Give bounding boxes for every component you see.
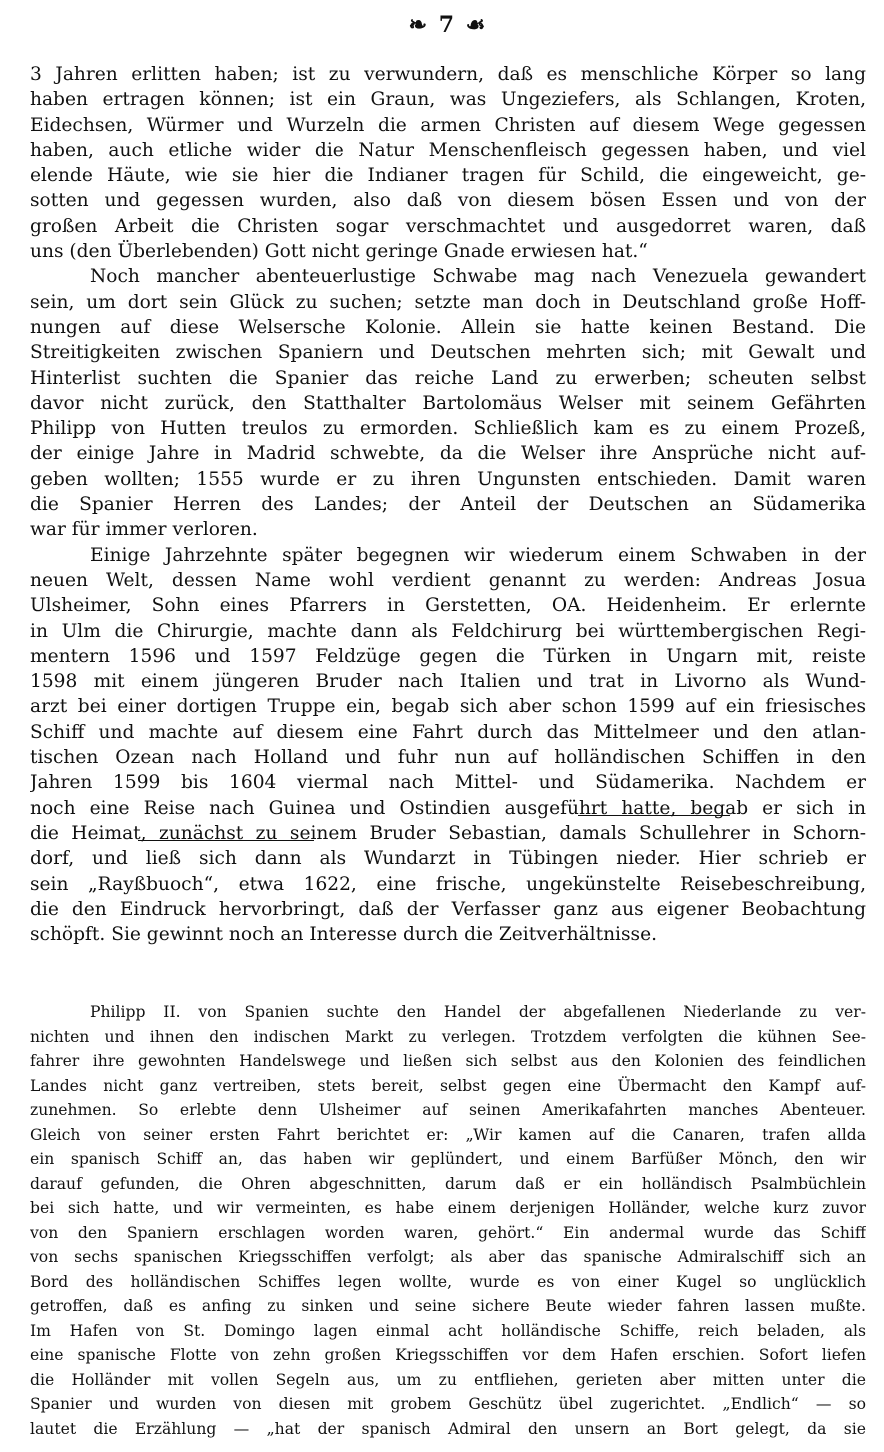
text-line: 1598 mit einem jüngeren Bruder nach Italien und trat in Livorno als Wund- [30, 671, 866, 693]
text-line: von den Spaniern erschlagen worden waren, gehört.“ Ein andermal wurde das Schiff [30, 1223, 866, 1242]
text-line: lautet die Erzählung — „hat der spanisch Admiral den unsern an Bort gelegt, da sie [30, 1419, 866, 1438]
book-page [30, 0, 866, 1452]
text-line: neuen Welt, dessen Name wohl verdient genannt zu werden: Andreas Josua [30, 569, 866, 591]
text-line: Ulsheimer, Sohn eines Pfarrers in Gerstetten, OA. Heidenheim. Er erlernte [30, 595, 866, 617]
text-line: haben ertragen können; ist ein Graun, was Ungeziefers, als Schlangen, Kroten, [30, 89, 866, 111]
text-line: Im Hafen von St. Domingo lagen einmal acht holländische Schiffe, reich beladen, als [30, 1321, 866, 1340]
text-line: sein, um dort sein Glück zu suchen; setzte man doch in Deutschland große Hoff- [30, 291, 866, 313]
text-line: Eidechsen, Würmer und Wurzeln die armen Christen auf diesem Wege gegessen [30, 114, 866, 136]
text-line: geben wollten; 1555 wurde er zu ihren Ungunsten entschieden. Damit waren [30, 468, 866, 490]
paragraph-first-line: Philipp II. von Spanien suchte den Handel der abgefallenen Niederlande zu ver- [90, 1003, 866, 1021]
text-line: fahrer ihre gewohnten Handelswege und ließen sich selbst aus den Kolonien des feindlichen [30, 1052, 866, 1070]
text-line: tischen Ozean nach Holland und fuhr nun auf holländischen Schiffen in den [30, 747, 866, 769]
text-line: großen Arbeit die Christen sogar verschmachtet und ausgedorret waren, daß [30, 215, 866, 237]
text-line: arzt bei einer dortigen Truppe ein, begab sich aber schon 1599 auf ein friesisches [30, 696, 866, 718]
text-line: 3 Jahren erlitten haben; ist zu verwundern, daß es menschliche Körper so lang [30, 64, 866, 85]
text-line: Philipp von Hutten treulos zu ermorden. Schließlich kam es zu einem Prozeß, [30, 418, 866, 440]
ornament-right-icon: ☙ [465, 12, 488, 38]
text-line: die Spanier Herren des Landes; der Anteil der Deutschen an Südamerika [30, 494, 866, 516]
small-print-block [30, 1000, 866, 1441]
text-line: Jahren 1599 bis 1604 viermal nach Mittel- und Südamerika. Nachdem er [30, 772, 866, 794]
pencil-underline [138, 840, 314, 841]
text-line: sotten und gegessen wurden, also daß von diesem bösen Essen und von der [30, 190, 866, 212]
text-line: Schiff und machte auf diesem eine Fahrt durch das Mittelmeer und den atlan- [30, 721, 866, 743]
text-line: dorf, und ließ sich dann als Wundarzt in Tübingen nieder. Hier schrieb er [30, 848, 866, 870]
text-line: die Heimat, zunächst zu seinem Bruder Sebastian, damals Schullehrer in Schorn- [30, 822, 866, 844]
text-line: bei sich hatte, und wir vermeinten, es habe einem derjenigen Holländer, welche kurz zuvor [30, 1199, 866, 1217]
text-line: Spanier und wurden von diesen mit grobem Geschütz übel zugerichtet. „Endlich“ — so [30, 1395, 866, 1413]
text-line: Streitigkeiten zwischen Spaniern und Deutschen mehrten sich; mit Gewalt und [30, 342, 866, 364]
text-line: getroffen, daß es anfing zu sinken und seine sichere Beute wieder fahren lassen mußte. [30, 1297, 866, 1315]
text-line: der einige Jahre in Madrid schwebte, da die Welser ihre Ansprüche nicht auf- [30, 443, 866, 465]
text-line: die den Eindruck hervorbringt, daß der Verfasser ganz aus eigener Beobachtung [30, 898, 866, 920]
paragraph-first-line: Noch mancher abenteuerlustige Schwabe mag nach Venezuela gewandert [90, 266, 866, 288]
text-line: nichten und ihnen den indischen Markt zu verlegen. Trotzdem verfolgten die kühnen See- [30, 1027, 866, 1046]
text-line: ein spanisch Schiff an, das haben wir geplündert, und einem Barfüßer Mönch, den wir [30, 1150, 866, 1168]
text-line: noch eine Reise nach Guinea und Ostindien ausgeführt hatte, begab er sich in [30, 797, 866, 819]
text-line: zunehmen. So erlebte denn Ulsheimer auf seinen Amerikafahrten manches Abenteuer. [30, 1101, 866, 1119]
text-line: war für immer verloren. [30, 519, 258, 541]
text-line: elende Häute, wie sie hier die Indianer tragen für Schild, die eingeweicht, ge- [30, 165, 866, 187]
text-line: Bord des holländischen Schiffes legen wollte, wurde es von einer Kugel so unglücklich [30, 1272, 866, 1291]
main-text-block [30, 62, 866, 947]
text-line: uns (den Überlebenden) Gott nicht geringe Gnade erwiesen hat.“ [30, 241, 648, 263]
text-line: Hinterlist suchten die Spanier das reiche Land zu erwerben; scheuten selbst [30, 367, 866, 389]
text-line: Landes nicht ganz vertreiben, stets bereit, selbst gegen eine Übermacht den Kampf auf- [30, 1076, 866, 1095]
text-line: von sechs spanischen Kriegsschiffen verfolgt; als aber das spanische Admiralschiff sich an [30, 1248, 866, 1266]
text-line: mentern 1596 und 1597 Feldzüge gegen die Türken in Ungarn mit, reiste [30, 645, 866, 667]
text-line: die Holländer mit vollen Segeln aus, um zu entfliehen, gerieten aber mitten unter die [30, 1370, 866, 1389]
text-line: davor nicht zurück, den Statthalter Bartolomäus Welser mit seinem Gefährten [30, 392, 866, 414]
text-line: eine spanische Flotte von zehn großen Kriegsschiffen vor dem Hafen erschien. Sofort liefen [30, 1346, 866, 1364]
page-number: 7 [438, 12, 456, 38]
text-line: haben, auch etliche wider die Natur Menschenfleisch gegessen haben, und viel [30, 139, 866, 161]
pencil-underline [578, 815, 730, 816]
ornament-left-icon: ❧ [408, 12, 430, 38]
text-line: nungen auf diese Welsersche Kolonie. Allein sie hatte keinen Bestand. Die [30, 316, 866, 338]
paragraph-first-line: Einige Jahrzehnte später begegnen wir wiederum einem Schwaben in der [90, 544, 866, 566]
text-line: sein „Rayßbuoch“, etwa 1622, eine frische, ungekünstelte Reisebeschreibung, [30, 873, 866, 895]
text-line: in Ulm die Chirurgie, machte dann als Feldchirurg bei württembergischen Regi- [30, 620, 866, 642]
text-line: schöpft. Sie gewinnt noch an Interesse durch die Zeitverhältnisse. [30, 924, 657, 946]
page-number-header [30, 12, 866, 38]
text-line: darauf gefunden, die Ohren abgeschnitten, darum daß er ein holländisch Psalmbüchlein [30, 1174, 866, 1193]
text-line: Gleich von seiner ersten Fahrt berichtet er: „Wir kamen auf die Canaren, trafen allda [30, 1125, 866, 1144]
